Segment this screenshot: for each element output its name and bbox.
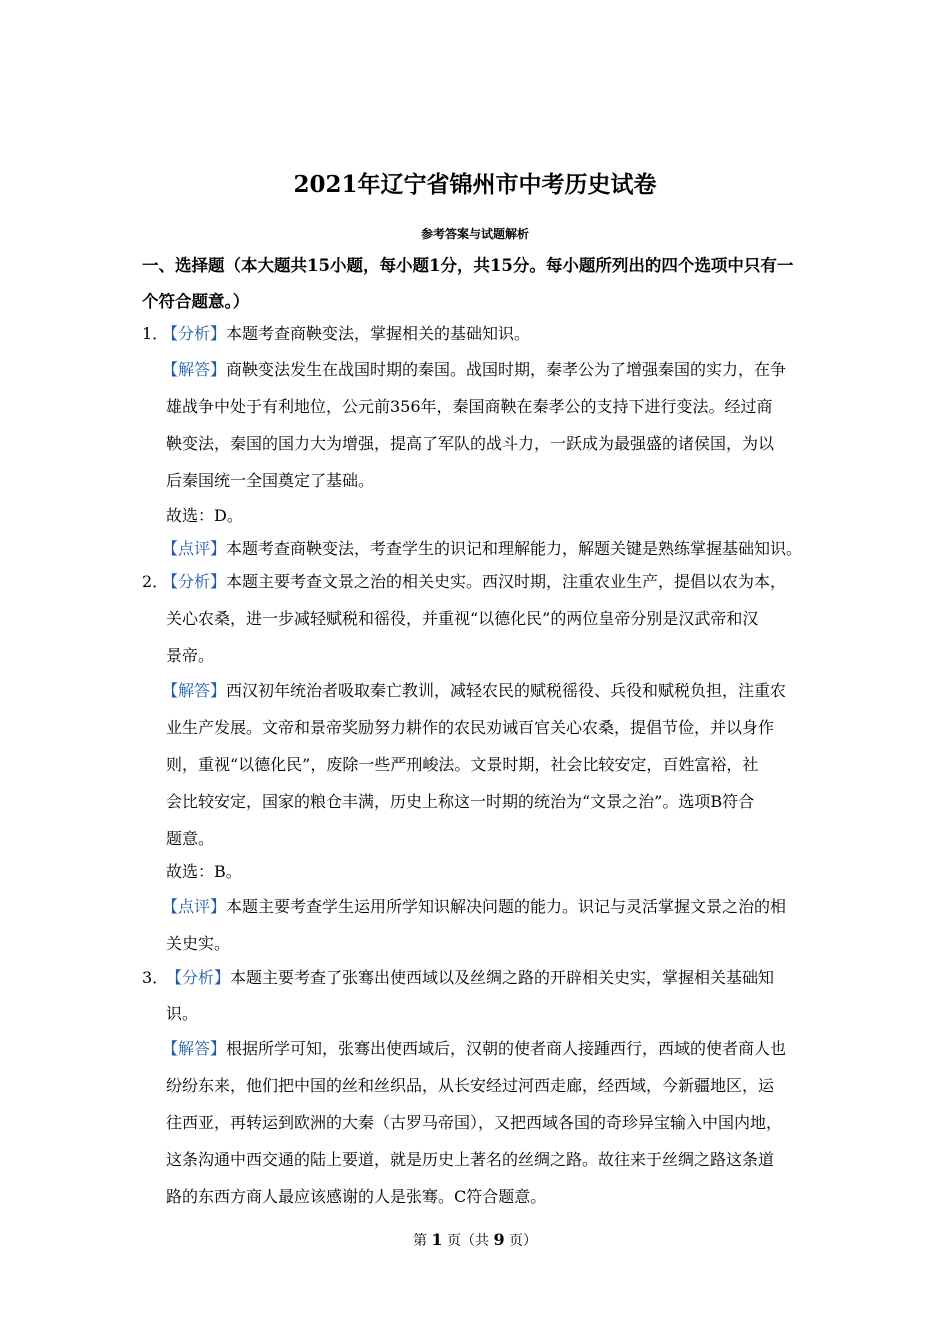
q2-choice: 故选：B。 [166,862,242,881]
page-subtitle: 参考答案与试题解析 [420,227,529,241]
q2-answer-line-2: 业生产发展。文帝和景帝奖励努力耕作的农民劝诫百官关心农桑，提倡节俭，并以身作 [166,718,775,737]
question-number-3: 3． [142,968,169,987]
footer-page-number: 1 [431,1230,443,1249]
footer-prefix: 第 [412,1233,427,1249]
q2-answer-line-5: 题意。 [166,829,215,848]
q2-answer-line-3: 则，重视“以德化民”，废除一些严刑峻法。文景时期，社会比较安定，百姓富裕，社 [166,755,759,774]
q3-analysis-text: 本题主要考查了张骞出使西域以及丝绸之路的开辟相关史实，掌握相关基础知 [230,968,775,987]
q1-choice: 故选：D。 [166,506,243,525]
answer-tag: 【解答】 [162,360,227,379]
page-title: 2021年辽宁省锦州市中考历史试卷 [293,171,657,198]
q3-analysis-line-1 [166,968,774,988]
q2-comment-text: 本题主要考查学生运用所学知识解决问题的能力。识记与灵活掌握文景之治的相 [226,897,787,916]
footer-suffix: 页） [509,1233,538,1249]
q2-analysis-line-3: 景帝。 [166,646,215,665]
q3-answer-line-4: 这条沟通中西交通的陆上要道，就是历史上著名的丝绸之路。故往来于丝绸之路这条道 [166,1150,775,1169]
question-number-2: 2． [142,572,169,591]
q3-answer-line-3: 往西亚，再转运到欧洲的大秦（古罗马帝国），又把西域各国的奇珍异宝输入中国内地， [166,1113,783,1132]
q2-answer-line-1 [162,681,786,701]
comment-tag: 【点评】 [162,539,227,558]
q1-analysis-text: 本题考查商鞅变法，掌握相关的基础知识。 [226,324,531,343]
q1-answer-line-4: 后秦国统一全国奠定了基础。 [166,471,375,490]
q1-answer-line-3: 鞅变法，秦国的国力大为增强，提高了军队的战斗力，一跃成为最强盛的诸侯国，为以 [166,434,775,453]
answer-tag: 【解答】 [162,1039,227,1058]
q1-comment [162,539,802,559]
q3-answer-line-5: 路的东西方商人最应该感谢的人是张骞。C符合题意。 [166,1187,547,1206]
q1-answer-line-2: 雄战争中处于有利地位，公元前356年，秦国商鞅在秦孝公的支持下进行变法。经过商 [166,397,773,416]
answer-tag: 【解答】 [162,681,227,700]
analysis-tag: 【分析】 [162,324,227,343]
q1-analysis [162,324,530,344]
question-number-1: 1． [142,324,169,343]
q3-answer-text: 根据所学可知，张骞出使西域后，汉朝的使者商人接踵西行，西域的使者商人也 [226,1039,787,1058]
q1-answer-text: 商鞅变法发生在战国时期的秦国。战国时期，秦孝公为了增强秦国的实力，在争 [226,360,787,379]
q2-answer-line-4: 会比较安定，国家的粮仓丰满，历史上称这一时期的统治为“文景之治”。选项B符合 [166,792,755,811]
q2-comment-line-1 [162,897,786,917]
section-heading-line-2: 个符合题意。） [142,292,250,311]
q3-answer-line-2: 纷纷东来，他们把中国的丝和丝织品，从长安经过河西走廊，经西域，今新疆地区，运 [166,1076,775,1095]
comment-tag: 【点评】 [162,897,227,916]
q2-comment-line-2: 关史实。 [166,934,231,953]
q2-analysis-line-2: 关心农桑，进一步减轻赋税和徭役，并重视“以德化民”的两位皇帝分别是汉武帝和汉 [166,609,759,628]
q2-analysis-text: 本题主要考查文景之治的相关史实。西汉时期，注重农业生产，提倡以农为本， [226,572,787,591]
page-footer [0,1230,950,1250]
q2-answer-text: 西汉初年统治者吸取秦亡教训，减轻农民的赋税徭役、兵役和赋税负担，注重农 [226,681,787,700]
analysis-tag: 【分析】 [162,572,227,591]
q2-analysis-line-1 [162,572,786,592]
q1-answer-line-1 [162,360,786,380]
q1-comment-text: 本题考查商鞅变法，考查学生的识记和理解能力，解题关键是熟练掌握基础知识。 [226,539,803,558]
analysis-tag: 【分析】 [166,968,231,987]
q3-analysis-line-2: 识。 [166,1004,199,1023]
section-heading-line-1: 一、选择题（本大题共15小题，每小题1分，共15分。每小题所列出的四个选项中只有一 [142,256,794,275]
q3-answer-line-1 [162,1039,786,1059]
footer-middle: 页（共 [447,1233,489,1249]
footer-total-pages: 9 [493,1230,505,1249]
